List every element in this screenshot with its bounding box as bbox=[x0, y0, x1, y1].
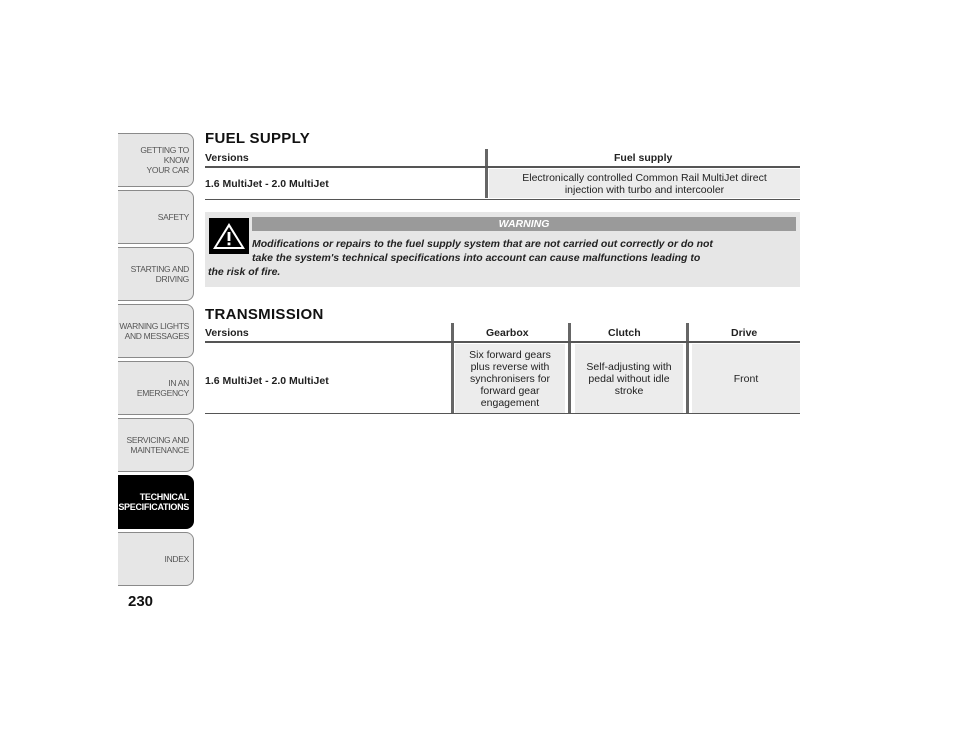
transmission-title: TRANSMISSION bbox=[205, 306, 324, 323]
fuel-header-rule bbox=[205, 166, 800, 168]
tab-label: IN AN EMERGENCY bbox=[136, 378, 189, 398]
chapter-tabs bbox=[118, 133, 194, 589]
trans-divider-1 bbox=[451, 323, 454, 413]
tab-warning-lights[interactable] bbox=[118, 304, 194, 358]
tab-label: SAFETY bbox=[157, 212, 189, 222]
gearbox-cell bbox=[455, 345, 565, 413]
tab-label: TECHNICAL SPECIFICATIONS bbox=[118, 492, 189, 512]
clutch-line: pedal without idle bbox=[588, 373, 670, 385]
trans-header-versions: Versions bbox=[205, 327, 249, 339]
tab-label: WARNING LIGHTS AND MESSAGES bbox=[119, 321, 189, 341]
tab-emergency[interactable] bbox=[118, 361, 194, 415]
warning-text-line: the risk of fire. bbox=[208, 266, 281, 278]
tab-safety[interactable] bbox=[118, 190, 194, 244]
clutch-line: Self-adjusting with bbox=[586, 361, 672, 373]
tab-label: GETTING TO KNOW YOUR CAR bbox=[140, 145, 189, 175]
fuel-version-cell: 1.6 MultiJet - 2.0 MultiJet bbox=[205, 178, 329, 190]
warning-text-line: Modifications or repairs to the fuel supply system that are not carried out correctly or do not bbox=[252, 238, 713, 250]
tab-label: SERVICING AND MAINTENANCE bbox=[126, 435, 189, 455]
gearbox-line: plus reverse with bbox=[470, 361, 550, 373]
trans-version-cell: 1.6 MultiJet - 2.0 MultiJet bbox=[205, 375, 329, 387]
gearbox-line: engagement bbox=[480, 397, 540, 409]
warning-text-line: take the system's technical specifications into account can cause malfunctions leading to bbox=[252, 252, 701, 264]
fuel-bottom-rule bbox=[205, 199, 800, 200]
tab-technical-specifications[interactable] bbox=[118, 475, 194, 529]
clutch-cell bbox=[575, 345, 683, 413]
fuel-supply-line: injection with turbo and intercooler bbox=[564, 184, 725, 196]
trans-divider-2 bbox=[568, 323, 571, 413]
fuel-column-divider bbox=[485, 149, 488, 198]
gearbox-line: Six forward gears bbox=[469, 349, 551, 361]
fuel-supply-line: Electronically controlled Common Rail MultiJet direct bbox=[522, 172, 767, 184]
fuel-header-versions: Versions bbox=[205, 152, 249, 164]
warning-triangle-icon bbox=[209, 218, 249, 254]
gearbox-line: synchronisers for bbox=[470, 373, 550, 385]
trans-header-rule bbox=[205, 341, 800, 343]
fuel-supply-title: FUEL SUPPLY bbox=[205, 130, 310, 147]
tab-label: INDEX bbox=[164, 554, 189, 564]
trans-header-gearbox: Gearbox bbox=[486, 327, 529, 339]
tab-index[interactable] bbox=[118, 532, 194, 586]
page-number: 230 bbox=[128, 593, 154, 610]
fuel-supply-cell bbox=[489, 170, 800, 198]
tab-servicing[interactable] bbox=[118, 418, 194, 472]
tab-label: STARTING AND DRIVING bbox=[130, 264, 189, 284]
drive-cell: Front bbox=[733, 373, 759, 385]
tab-starting-driving[interactable] bbox=[118, 247, 194, 301]
gearbox-line: forward gear bbox=[480, 385, 540, 397]
tab-getting-to-know[interactable] bbox=[118, 133, 194, 187]
warning-label: WARNING bbox=[252, 217, 796, 231]
trans-header-clutch: Clutch bbox=[608, 327, 641, 339]
trans-header-drive: Drive bbox=[731, 327, 758, 339]
clutch-line: stroke bbox=[614, 385, 644, 397]
fuel-header-supply: Fuel supply bbox=[614, 152, 673, 164]
trans-divider-3 bbox=[686, 323, 689, 413]
trans-bottom-rule bbox=[205, 413, 800, 414]
